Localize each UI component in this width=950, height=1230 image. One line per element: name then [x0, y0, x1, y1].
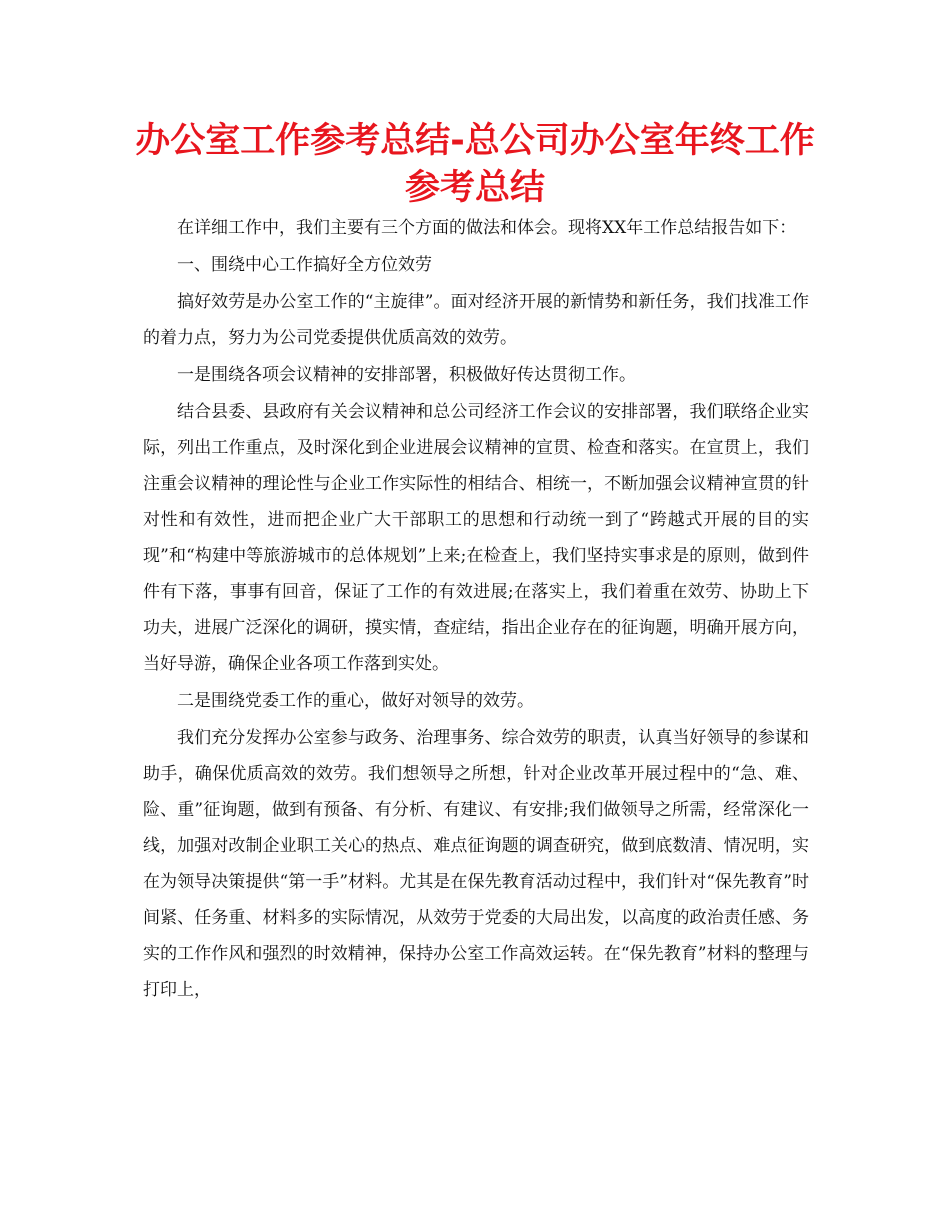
subsection-heading-1: 一是围绕各项会议精神的安排部署，积极做好传达贯彻工作。 — [177, 365, 636, 385]
document-body — [143, 210, 809, 1009]
paragraph-intro: 在详细工作中，我们主要有三个方面的做法和体会。现将XX年工作总结报告如下： — [177, 218, 797, 238]
paragraph: 搞好效劳是办公室工作的“主旋律”。面对经济开展的新情势和新任务，我们找准工作的着力点，努力为公司党委提供优质高效的效劳。 — [143, 292, 809, 348]
paragraph: 我们充分发挥办公室参与政务、治理事务、综合效劳的职责，认真当好领导的参谋和助手，确保优质高效的效劳。我们想领导之所想，针对企业改革开展过程中的“急、难、险、重”征询题，做到有预备、有分析、有建议、有安排;我们做领导之所需，经常深化一线，加强对改制企业职工关心的热点、难点征询题的调查研究，做到底数清、情况明，实在为领导决策提供“第一手”材料。尤其是在保先教育活动过程中，我们针对“保先教育”时间紧、任务重、材料多的实际情况，从效劳于党委的大局出发，以高度的政治责任感、务实的工作作风和强烈的时效精神，保持办公室工作高效运转。在“保先教育”材料的整理与打印上， — [143, 728, 809, 1000]
section-heading-1: 一、围绕中心工作搞好全方位效劳 — [177, 255, 432, 275]
subsection-heading-2: 二是围绕党委工作的重心，做好对领导的效劳。 — [177, 691, 534, 711]
document-title: 办公室工作参考总结-总公司办公室年终工作参考总结 — [135, 121, 815, 208]
paragraph: 结合县委、县政府有关会议精神和总公司经济工作会议的安排部署，我们联络企业实际，列出工作重点，及时深化到企业进展会议精神的宣贯、检查和落实。在宣贯上，我们注重会议精神的理论性与企业工作实际性的相结合、相统一，不断加强会议精神宣贯的针对性和有效性，进而把企业广大干部职工的思想和行动统一到了“跨越式开展的目的实现”和“构建中等旅游城市的总体规划”上来;在检查上，我们坚持实事求是的原则，做到件件有下落，事事有回音，保证了工作的有效进展;在落实上，我们着重在效劳、协助上下功夫，进展广泛深化的调研，摸实情，查症结，指出企业存在的征询题，明确开展方向，当好导游，确保企业各项工作落到实处。 — [143, 402, 809, 674]
